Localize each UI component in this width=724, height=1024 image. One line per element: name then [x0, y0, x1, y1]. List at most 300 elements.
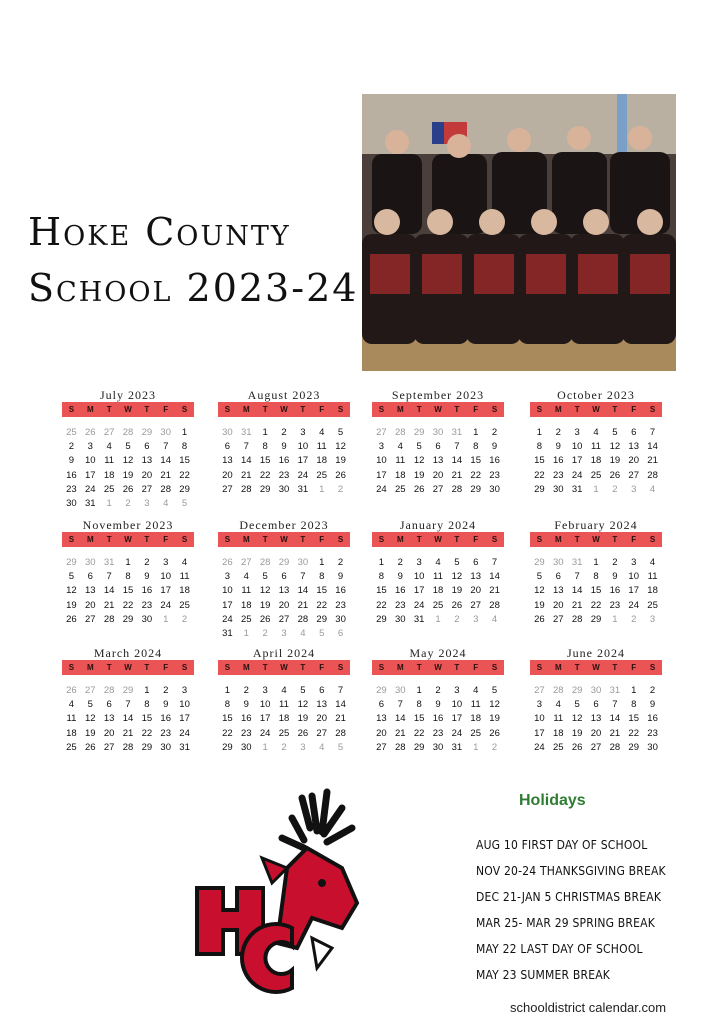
day-cell: 18 — [316, 455, 327, 467]
day-cell: 26 — [84, 741, 96, 753]
day-cell: 25 — [103, 483, 115, 495]
day-cell: 12 — [489, 699, 500, 711]
day-cell: 18 — [590, 455, 602, 467]
day-cell: 9 — [649, 699, 656, 711]
day-cell: 24 — [376, 483, 387, 495]
month-name: April 2024 — [252, 646, 316, 660]
day-cell: 25 — [470, 727, 481, 739]
day-cell: 20 — [278, 599, 290, 611]
day-cell: 16 — [160, 713, 171, 725]
day-cell: 27 — [628, 469, 639, 481]
day-cell: 23 — [552, 469, 564, 481]
day-cell: 28 — [297, 613, 309, 625]
day-cell: 16 — [141, 585, 153, 597]
day-cell: 27 — [590, 741, 602, 753]
day-cell: 7 — [574, 571, 580, 583]
day-grid — [62, 684, 194, 755]
day-cell: 10 — [297, 441, 309, 453]
weekday-header — [530, 532, 662, 547]
weekday-label: S — [181, 405, 188, 414]
day-grid — [530, 426, 662, 497]
day-cell: 12 — [571, 713, 583, 725]
day-cell: 29 — [259, 483, 271, 495]
month-name: February 2024 — [554, 518, 638, 532]
adjacent-month-day: 5 — [319, 628, 325, 640]
day-cell: 26 — [571, 741, 583, 753]
day-grid — [372, 426, 504, 497]
title-line-1: Hoke County — [28, 210, 291, 254]
day-cell: 30 — [278, 483, 290, 495]
day-cell: 2 — [243, 685, 249, 696]
weekday-label: S — [378, 663, 385, 672]
day-cell: 15 — [413, 713, 425, 725]
month-block — [530, 388, 662, 497]
day-cell: 10 — [534, 713, 545, 725]
adjacent-month-day: 2 — [337, 483, 344, 495]
day-cell: 11 — [395, 455, 406, 467]
weekday-label: F — [631, 535, 637, 544]
deer-logo-icon — [192, 788, 362, 998]
adjacent-month-day: 27 — [376, 427, 387, 438]
weekday-label: T — [106, 663, 112, 672]
day-cell: 18 — [66, 727, 77, 739]
day-cell: 30 — [647, 741, 658, 753]
day-cell: 24 — [222, 613, 233, 625]
day-cell: 9 — [68, 455, 75, 467]
weekday-label: W — [280, 535, 288, 544]
weekday-header — [62, 532, 194, 547]
day-cell: 8 — [125, 571, 131, 583]
day-cell: 25 — [278, 727, 290, 739]
weekday-label: S — [491, 535, 498, 544]
adjacent-month-day: 2 — [491, 741, 498, 753]
weekday-label: S — [224, 663, 231, 672]
day-cell: 3 — [536, 699, 543, 711]
day-cell: 17 — [160, 585, 171, 597]
day-cell: 19 — [534, 599, 545, 611]
day-cell: 18 — [103, 469, 115, 481]
weekday-label: M — [242, 535, 250, 544]
weekday-label: S — [378, 405, 385, 414]
day-cell: 16 — [489, 455, 500, 467]
adjacent-month-day: 3 — [473, 613, 479, 625]
weekday-label: F — [631, 405, 637, 414]
day-cell: 16 — [278, 455, 290, 467]
adjacent-month-day: 1 — [473, 741, 479, 753]
day-cell: 15 — [316, 585, 327, 597]
adjacent-month-day: 29 — [141, 427, 153, 438]
day-cell: 1 — [416, 685, 422, 696]
day-cell: 25 — [179, 599, 190, 611]
day-cell: 25 — [552, 741, 564, 753]
day-cell: 30 — [552, 483, 564, 495]
day-cell: 13 — [590, 713, 602, 725]
day-cell: 27 — [552, 613, 564, 625]
day-cell: 17 — [628, 585, 639, 597]
day-cell: 7 — [337, 685, 344, 696]
day-cell: 2 — [281, 427, 287, 438]
day-cell: 15 — [179, 455, 190, 467]
day-cell: 26 — [489, 727, 500, 739]
weekday-label: S — [337, 663, 344, 672]
day-cell: 23 — [66, 483, 77, 495]
day-cell: 11 — [241, 585, 252, 597]
day-cell: 15 — [122, 585, 134, 597]
adjacent-month-day: 30 — [552, 557, 564, 568]
day-cell: 10 — [376, 455, 387, 467]
day-cell: 23 — [489, 469, 500, 481]
adjacent-month-day: 3 — [631, 483, 637, 495]
day-cell: 7 — [454, 441, 460, 453]
holiday-item: DEC 21-JAN 5 CHRISTMAS BREAK — [476, 890, 662, 904]
weekday-label: S — [224, 535, 231, 544]
weekday-label: T — [612, 535, 618, 544]
day-cell: 14 — [240, 455, 252, 467]
day-cell: 2 — [144, 557, 150, 568]
day-cell: 8 — [593, 571, 599, 583]
day-cell: 3 — [87, 441, 93, 453]
day-cell: 20 — [141, 469, 153, 481]
day-cell: 12 — [609, 441, 621, 453]
day-cell: 3 — [300, 427, 306, 438]
day-cell: 2 — [555, 427, 561, 438]
month-name: March 2024 — [93, 646, 163, 660]
day-cell: 17 — [376, 469, 387, 481]
adjacent-month-day: 1 — [593, 483, 599, 495]
day-cell: 21 — [122, 727, 134, 739]
day-cell: 26 — [259, 613, 271, 625]
day-cell: 30 — [489, 483, 500, 495]
day-cell: 7 — [612, 699, 618, 711]
day-cell: 29 — [628, 741, 639, 753]
adjacent-month-day: 2 — [281, 741, 287, 753]
month-block — [530, 518, 662, 627]
day-cell: 22 — [179, 469, 190, 481]
day-cell: 8 — [181, 441, 188, 453]
weekday-label: T — [300, 405, 306, 414]
adjacent-month-day: 4 — [300, 628, 306, 640]
day-cell: 15 — [628, 713, 639, 725]
day-cell: 22 — [141, 727, 153, 739]
weekday-header — [62, 402, 194, 417]
weekday-label: S — [649, 535, 656, 544]
day-cell: 2 — [163, 685, 169, 696]
adjacent-month-day: 3 — [300, 741, 306, 753]
weekday-header — [62, 660, 194, 675]
weekday-label: W — [434, 663, 442, 672]
day-cell: 26 — [66, 613, 77, 625]
day-cell: 29 — [534, 483, 545, 495]
day-cell: 22 — [316, 599, 327, 611]
adjacent-month-day: 5 — [337, 741, 344, 753]
day-cell: 1 — [262, 427, 268, 438]
day-cell: 5 — [536, 571, 543, 583]
day-cell: 14 — [297, 585, 309, 597]
month-name: August 2023 — [247, 388, 321, 402]
day-cell: 28 — [103, 613, 115, 625]
day-cell: 15 — [376, 585, 387, 597]
day-cell: 25 — [432, 599, 444, 611]
day-cell: 12 — [84, 713, 96, 725]
day-cell: 29 — [222, 741, 233, 753]
holidays-title: Holidays — [519, 792, 586, 809]
adjacent-month-day: 30 — [432, 427, 444, 438]
day-cell: 7 — [243, 441, 249, 453]
weekday-label: S — [536, 535, 543, 544]
weekday-label: S — [491, 405, 498, 414]
day-cell: 10 — [571, 441, 583, 453]
day-cell: 20 — [376, 727, 387, 739]
day-cell: 23 — [141, 599, 153, 611]
title-line-2: School 2023-24 — [28, 266, 359, 310]
day-cell: 19 — [66, 599, 77, 611]
day-cell: 5 — [337, 427, 344, 438]
day-grid — [218, 556, 350, 641]
adjacent-month-day: 26 — [84, 427, 96, 438]
day-cell: 5 — [300, 685, 306, 696]
weekday-label: W — [592, 405, 600, 414]
day-cell: 31 — [571, 483, 583, 495]
day-cell: 24 — [84, 483, 96, 495]
day-cell: 1 — [378, 557, 385, 568]
day-cell: 27 — [103, 741, 115, 753]
weekday-label: S — [378, 535, 385, 544]
adjacent-month-day: 2 — [262, 628, 268, 640]
day-cell: 21 — [394, 727, 406, 739]
adjacent-month-day: 28 — [394, 427, 406, 438]
day-cell: 3 — [262, 685, 268, 696]
weekday-header — [218, 402, 350, 417]
day-cell: 29 — [141, 741, 153, 753]
day-cell: 6 — [281, 571, 287, 583]
weekday-label: S — [536, 663, 543, 672]
day-cell: 21 — [297, 599, 309, 611]
day-cell: 19 — [609, 455, 621, 467]
day-cell: 10 — [179, 699, 190, 711]
holiday-item: MAY 22 LAST DAY OF SCHOOL — [476, 942, 643, 956]
day-cell: 14 — [571, 585, 583, 597]
day-cell: 19 — [84, 727, 96, 739]
day-cell: 4 — [281, 685, 287, 696]
day-cell: 19 — [571, 727, 583, 739]
day-cell: 14 — [647, 441, 658, 453]
day-cell: 27 — [316, 727, 327, 739]
day-cell: 5 — [125, 441, 131, 453]
day-cell: 28 — [647, 469, 658, 481]
day-cell: 25 — [316, 469, 327, 481]
weekday-label: T — [454, 535, 460, 544]
day-cell: 29 — [122, 613, 134, 625]
day-cell: 18 — [432, 585, 444, 597]
month-block — [372, 388, 504, 497]
day-cell: 15 — [470, 455, 481, 467]
weekday-label: F — [319, 535, 325, 544]
day-cell: 14 — [122, 713, 134, 725]
day-cell: 27 — [222, 483, 233, 495]
day-cell: 24 — [297, 469, 309, 481]
day-cell: 25 — [647, 599, 658, 611]
day-cell: 9 — [144, 571, 150, 583]
day-cell: 10 — [259, 699, 271, 711]
day-cell: 12 — [122, 455, 134, 467]
day-cell: 17 — [451, 713, 463, 725]
day-cell: 5 — [416, 441, 422, 453]
day-cell: 20 — [432, 469, 444, 481]
adjacent-month-day: 31 — [103, 557, 115, 568]
day-cell: 24 — [160, 599, 171, 611]
adjacent-month-day: 27 — [103, 427, 115, 438]
weekday-label: F — [163, 663, 169, 672]
day-cell: 30 — [160, 741, 171, 753]
day-cell: 4 — [435, 557, 441, 568]
adjacent-month-day: 28 — [122, 427, 134, 438]
day-cell: 23 — [240, 727, 252, 739]
day-cell: 21 — [451, 469, 463, 481]
adjacent-month-day: 26 — [66, 685, 77, 696]
day-cell: 14 — [335, 699, 346, 711]
day-cell: 3 — [224, 571, 231, 583]
weekday-label: F — [163, 405, 169, 414]
day-cell: 24 — [413, 599, 425, 611]
day-cell: 23 — [394, 599, 406, 611]
day-cell: 6 — [106, 699, 112, 711]
day-cell: 3 — [574, 427, 580, 438]
weekday-label: T — [416, 663, 422, 672]
team-photo — [362, 94, 676, 371]
adjacent-month-day: 30 — [84, 557, 96, 568]
adjacent-month-day: 1 — [106, 498, 112, 510]
day-cell: 27 — [84, 613, 96, 625]
day-cell: 17 — [571, 455, 583, 467]
day-cell: 10 — [451, 699, 463, 711]
day-cell: 4 — [319, 427, 325, 438]
weekday-label: T — [144, 535, 150, 544]
day-cell: 13 — [222, 455, 233, 467]
day-cell: 6 — [555, 571, 561, 583]
day-cell: 18 — [470, 713, 481, 725]
day-cell: 23 — [335, 599, 346, 611]
day-cell: 31 — [297, 483, 309, 495]
weekday-label: T — [144, 405, 150, 414]
day-cell: 30 — [141, 613, 153, 625]
day-cell: 4 — [473, 685, 479, 696]
day-grid — [372, 684, 504, 755]
day-cell: 22 — [628, 727, 639, 739]
weekday-label: S — [181, 663, 188, 672]
day-cell: 16 — [552, 455, 564, 467]
day-cell: 13 — [84, 585, 96, 597]
weekday-label: M — [554, 663, 562, 672]
day-cell: 9 — [163, 699, 169, 711]
day-cell: 20 — [628, 455, 639, 467]
day-cell: 13 — [141, 455, 153, 467]
weekday-label: M — [86, 405, 94, 414]
day-cell: 5 — [87, 699, 93, 711]
day-cell: 4 — [397, 441, 403, 453]
day-cell: 26 — [297, 727, 309, 739]
day-cell: 4 — [181, 557, 188, 568]
day-cell: 5 — [491, 685, 498, 696]
weekday-header — [372, 660, 504, 675]
day-cell: 17 — [84, 469, 96, 481]
weekday-label: T — [300, 663, 306, 672]
weekday-label: M — [242, 663, 250, 672]
day-cell: 10 — [160, 571, 171, 583]
team-photo-illustration — [362, 94, 676, 371]
day-cell: 18 — [179, 585, 190, 597]
day-grid — [218, 684, 350, 755]
day-cell: 29 — [413, 741, 425, 753]
day-cell: 15 — [590, 585, 602, 597]
day-cell: 30 — [335, 613, 346, 625]
day-cell: 13 — [552, 585, 564, 597]
adjacent-month-day: 31 — [240, 427, 252, 438]
day-cell: 17 — [259, 713, 271, 725]
adjacent-month-day: 2 — [125, 498, 131, 510]
day-grid — [62, 556, 194, 627]
adjacent-month-day: 30 — [160, 427, 171, 438]
weekday-label: T — [416, 535, 422, 544]
day-cell: 1 — [593, 557, 599, 568]
adjacent-month-day: 1 — [243, 628, 249, 640]
day-cell: 20 — [103, 727, 115, 739]
day-cell: 26 — [122, 483, 134, 495]
day-cell: 19 — [335, 455, 346, 467]
weekday-label: W — [124, 663, 132, 672]
weekday-header — [372, 402, 504, 417]
day-cell: 13 — [316, 699, 327, 711]
day-cell: 8 — [319, 571, 325, 583]
day-cell: 9 — [435, 699, 441, 711]
day-cell: 21 — [160, 469, 171, 481]
day-cell: 16 — [609, 585, 621, 597]
day-cell: 13 — [103, 713, 115, 725]
weekday-header — [530, 402, 662, 417]
day-cell: 1 — [473, 427, 479, 438]
day-cell: 19 — [413, 469, 425, 481]
adjacent-month-day: 31 — [451, 427, 463, 438]
day-cell: 10 — [628, 571, 639, 583]
adjacent-month-day: 4 — [491, 613, 498, 625]
adjacent-month-day: 4 — [649, 483, 656, 495]
weekday-label: M — [396, 663, 404, 672]
month-block — [218, 646, 350, 755]
weekday-label: S — [649, 405, 656, 414]
holiday-item: MAR 25- MAR 29 SPRING BREAK — [476, 916, 655, 930]
weekday-label: W — [434, 405, 442, 414]
day-cell: 4 — [68, 699, 75, 711]
day-cell: 21 — [489, 585, 500, 597]
day-cell: 14 — [489, 571, 500, 583]
day-cell: 1 — [536, 427, 543, 438]
day-cell: 24 — [628, 599, 639, 611]
day-cell: 22 — [470, 469, 481, 481]
day-cell: 23 — [160, 727, 171, 739]
day-cell: 28 — [451, 483, 463, 495]
day-cell: 9 — [397, 571, 403, 583]
day-cell: 16 — [66, 469, 77, 481]
day-cell: 21 — [609, 727, 621, 739]
weekday-label: T — [262, 663, 268, 672]
day-cell: 20 — [316, 713, 327, 725]
day-cell: 23 — [647, 727, 658, 739]
day-cell: 7 — [125, 699, 131, 711]
day-cell: 10 — [413, 571, 425, 583]
day-cell: 21 — [103, 599, 115, 611]
day-cell: 21 — [335, 713, 346, 725]
weekday-label: S — [68, 405, 75, 414]
day-cell: 7 — [106, 571, 112, 583]
